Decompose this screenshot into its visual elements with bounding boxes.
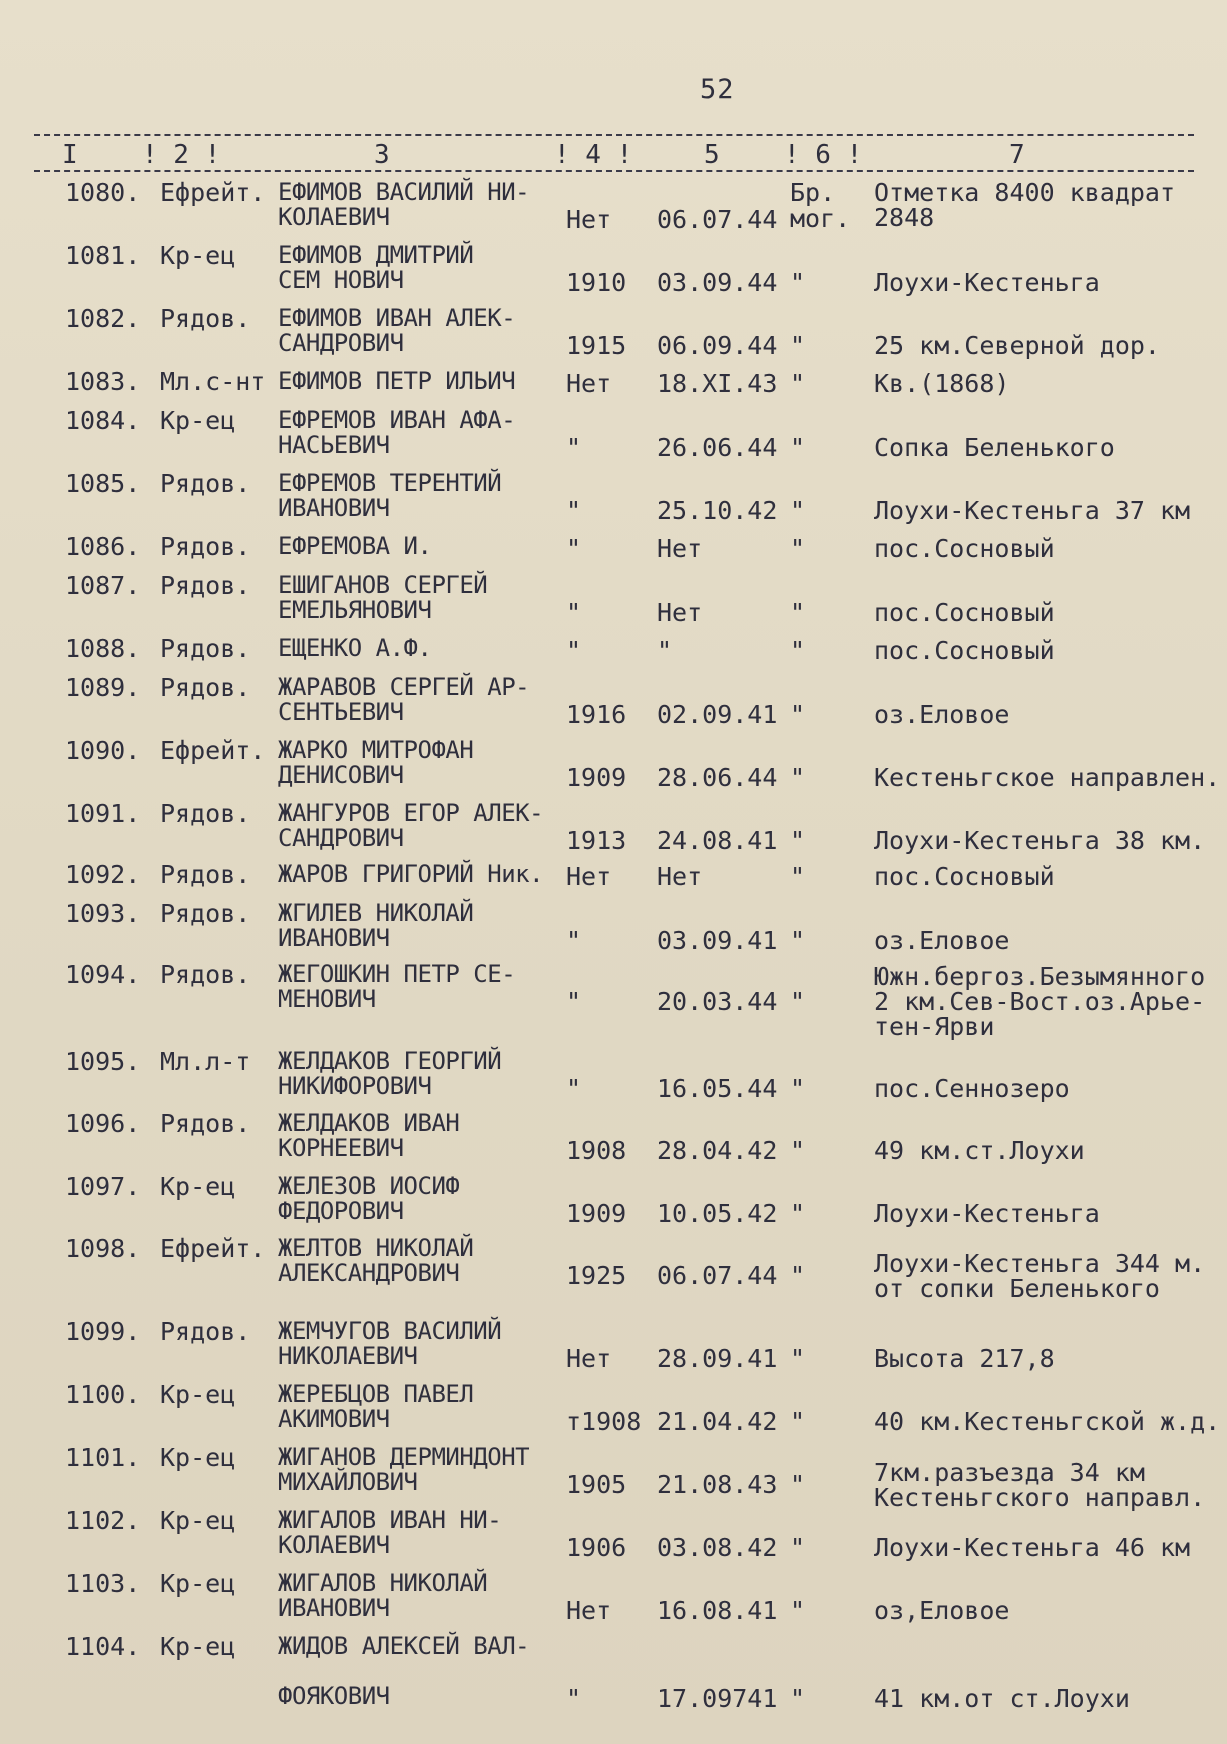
entry-rank: Кр-ец: [160, 1506, 236, 1535]
entry-name-line: ЕФИМОВ ПЕТР ИЛЬИЧ: [278, 367, 516, 395]
entry-place-line: 7км.разъезда 34 км: [874, 1457, 1145, 1487]
entry-name-line: ЖЕЛЕЗОВ ИОСИФ: [278, 1172, 460, 1200]
entry-burial-place: [874, 1598, 1224, 1623]
entry-rank: Рядов.: [160, 571, 251, 600]
entry-rank: Рядов.: [160, 532, 251, 561]
entry-number: 1093.: [65, 899, 141, 928]
entry-burial-type: [790, 1076, 805, 1102]
entry-burial-place: [874, 333, 1224, 358]
entry-number: 1104.: [65, 1632, 141, 1661]
entry-burial-place: [874, 928, 1224, 953]
entry-burial-type: [790, 270, 805, 296]
entry-burial-type: [790, 1346, 805, 1372]
entry-death-date: Нет: [657, 862, 703, 891]
entry-place-line: оз.Еловое: [874, 926, 1010, 955]
entry-number: 1097.: [65, 1172, 141, 1201]
entry-burial-line: ": [790, 1199, 806, 1228]
entry-name: [278, 901, 578, 951]
entry-name-line: ИВАНОВИЧ: [278, 1594, 390, 1622]
entry-place-line: пос.Сеннозеро: [874, 1074, 1070, 1103]
entry-number: 1102.: [65, 1506, 141, 1535]
entry-death-date: 28.09.41: [657, 1344, 778, 1373]
entry-birth-year: ": [566, 987, 582, 1016]
entry-burial-place: [874, 371, 1224, 396]
entry-rank: Кр-ец: [160, 241, 236, 270]
entry-name-line: ДЕНИСОВИЧ: [278, 761, 404, 789]
entry-name-line: ЖИГАЛОВ ИВАН НИ-: [278, 1506, 502, 1534]
column-header-7: 7: [1009, 140, 1025, 170]
entry-name-line: САНДРОВИЧ: [278, 329, 404, 357]
entry-death-date: 06.09.44: [657, 331, 778, 360]
entry-rank: Кр-ец: [160, 1569, 236, 1598]
entry-name-line: СЕМ НОВИЧ: [278, 266, 404, 294]
column-header-4: ! 4 !: [554, 140, 633, 170]
entry-place-line: Лоухи-Кестеньга 344 м.: [874, 1248, 1206, 1278]
entry-burial-line: ": [790, 534, 806, 563]
entry-name: [278, 306, 578, 356]
entry-rank: Рядов.: [160, 899, 251, 928]
column-header-3: 3: [374, 140, 390, 170]
entry-burial-type: [790, 1409, 805, 1435]
entry-birth-year: ": [566, 926, 582, 955]
entry-death-date: 10.05.42: [657, 1199, 778, 1228]
entry-burial-type: [790, 989, 805, 1015]
entry-death-date: 03.08.42: [657, 1533, 778, 1562]
entry-number: 1092.: [65, 860, 141, 889]
entry-name: [278, 962, 578, 1012]
entry-name-line: ЕФРЕМОВ ТЕРЕНТИЙ: [278, 469, 502, 497]
entry-burial-place: [874, 702, 1224, 727]
entry-name-line: МЕНОВИЧ: [278, 985, 376, 1013]
entry-name-line: КОЛАЕВИЧ: [278, 1531, 390, 1559]
entry-place-line: Высота 217,8: [874, 1344, 1055, 1373]
entry-burial-type: [790, 1535, 805, 1561]
entry-place-line: оз,Еловое: [874, 1596, 1010, 1625]
entry-name-line: КОРНЕЕВИЧ: [278, 1134, 404, 1162]
entry-rank: Ефрейт.: [160, 178, 266, 207]
entry-name: [278, 1049, 578, 1099]
entry-burial-place: [874, 1686, 1224, 1711]
entry-death-date: 03.09.44: [657, 268, 778, 297]
entry-burial-line: ": [790, 1470, 806, 1499]
entry-burial-line: ": [790, 636, 806, 665]
entry-burial-place: [874, 600, 1224, 625]
entry-name-line: КОЛАЕВИЧ: [278, 203, 390, 231]
column-header-6: ! 6 !: [784, 140, 863, 170]
entry-burial-place: [874, 1248, 1224, 1303]
entry-rank: Рядов.: [160, 469, 251, 498]
entry-burial-line: ": [790, 496, 806, 525]
entry-burial-line: Бр.: [790, 178, 836, 207]
entry-burial-line: ": [790, 862, 806, 891]
entry-burial-type: [790, 1598, 805, 1624]
entry-death-date: 28.06.44: [657, 763, 778, 792]
entry-place-line: пос.Сосновый: [874, 862, 1055, 891]
entry-place-line: от сопки Беленького: [874, 1273, 1160, 1303]
entry-name-line: [278, 1659, 578, 1684]
entry-name-line: МИХАЙЛОВИЧ: [278, 1468, 418, 1496]
entry-name-line: ЕФИМОВ ДМИТРИЙ: [278, 241, 474, 269]
entry-name-line: ИВАНОВИЧ: [278, 924, 390, 952]
entry-birth-year: ": [566, 598, 582, 627]
entry-number: 1098.: [65, 1234, 141, 1263]
entry-death-date: Нет: [657, 598, 703, 627]
entry-burial-type: [790, 928, 805, 954]
entry-name: [278, 1445, 578, 1495]
entry-number: 1083.: [65, 367, 141, 396]
entry-name-line: ЕФИМОВ ВАСИЛИЙ НИ-: [278, 178, 530, 206]
entry-burial-type: [790, 702, 805, 728]
entry-burial-place: [874, 828, 1224, 853]
entry-rank: Кр-ец: [160, 1380, 236, 1409]
entry-name-line: ЖГИЛЕВ НИКОЛАЙ: [278, 899, 474, 927]
entry-name-line: ЖЕМЧУГОВ ВАСИЛИЙ: [278, 1317, 502, 1345]
entry-name-line: ЖИДОВ АЛЕКСЕЙ ВАЛ-: [278, 1632, 530, 1660]
entry-name: [278, 801, 578, 851]
entry-birth-year: ": [566, 433, 582, 462]
entry-name: [278, 471, 578, 521]
entry-burial-place: [874, 1138, 1224, 1163]
entry-name: [278, 534, 578, 559]
entry-name: [278, 180, 578, 230]
entry-birth-year: 1908: [566, 1136, 627, 1165]
entry-number: 1101.: [65, 1443, 141, 1472]
entry-name-line: ЖАНГУРОВ ЕГОР АЛЕК-: [278, 799, 544, 827]
entry-number: 1103.: [65, 1569, 141, 1598]
entry-name: [278, 1508, 578, 1558]
entry-birth-year: 1915: [566, 331, 627, 360]
entry-name-line: ЖЕЛДАКОВ ИВАН: [278, 1109, 460, 1137]
entry-burial-place: [874, 536, 1224, 561]
entry-number: 1084.: [65, 406, 141, 435]
entry-burial-line: ": [790, 369, 806, 398]
entry-name: [278, 738, 578, 788]
entry-number: 1090.: [65, 736, 141, 765]
entry-place-line: Кв.(1868): [874, 369, 1010, 398]
entry-burial-line: ": [790, 433, 806, 462]
entry-name-line: ЖАРКО МИТРОФАН: [278, 736, 474, 764]
entry-rank: Кр-ец: [160, 1172, 236, 1201]
entry-burial-line: ": [790, 1407, 806, 1436]
entry-burial-place: [874, 498, 1224, 523]
entry-name: [278, 675, 578, 725]
entry-death-date: 18.XI.43: [657, 369, 778, 398]
entry-birth-year: ": [566, 496, 582, 525]
entry-rank: Кр-ец: [160, 406, 236, 435]
entry-name: [278, 1319, 578, 1369]
entry-death-date: 17.09741: [657, 1684, 778, 1713]
entry-burial-place: [874, 765, 1224, 790]
entry-name-line: ЕФРЕМОВ ИВАН АФА-: [278, 406, 516, 434]
entry-birth-year: ": [566, 1684, 582, 1713]
entry-burial-line: ": [790, 268, 806, 297]
entry-rank: Рядов.: [160, 634, 251, 663]
entry-burial-type: [790, 498, 805, 524]
entry-birth-year: ": [566, 636, 582, 665]
entry-burial-place: [874, 638, 1224, 663]
entry-place-line: Лоухи-Кестеньга 38 км.: [874, 826, 1206, 855]
entry-number: 1099.: [65, 1317, 141, 1346]
entry-name: [278, 1634, 578, 1709]
entry-rank: Мл.л-т: [160, 1047, 251, 1076]
entry-burial-place: [874, 964, 1224, 1039]
entry-death-date: 21.04.42: [657, 1407, 778, 1436]
entry-birth-year: Нет: [566, 1596, 612, 1625]
entry-number: 1088.: [65, 634, 141, 663]
entry-burial-type: [790, 600, 805, 626]
entry-name-line: ЕШИГАНОВ СЕРГЕЙ: [278, 571, 488, 599]
entry-name: [278, 1236, 578, 1286]
entry-name-line: ЖИГАЛОВ НИКОЛАЙ: [278, 1569, 488, 1597]
entry-place-line: Сопка Беленького: [874, 433, 1115, 462]
entry-number: 1095.: [65, 1047, 141, 1076]
entry-name: [278, 1382, 578, 1432]
entry-burial-type: [790, 1138, 805, 1164]
entry-name-line: СЕНТЬЕВИЧ: [278, 698, 404, 726]
entry-place-line: Лоухи-Кестеньга 46 км: [874, 1533, 1191, 1562]
entry-burial-place: [874, 270, 1224, 295]
entry-name: [278, 573, 578, 623]
entry-rank: Рядов.: [160, 960, 251, 989]
entry-name: [278, 243, 578, 293]
entry-burial-type: [790, 333, 805, 359]
entry-birth-year: 1916: [566, 700, 627, 729]
entry-burial-place: [874, 180, 1224, 230]
entry-death-date: 20.03.44: [657, 987, 778, 1016]
entry-name-line: АКИМОВИЧ: [278, 1405, 390, 1433]
entry-death-date: 02.09.41: [657, 700, 778, 729]
entry-rank: Кр-ец: [160, 1443, 236, 1472]
entry-name: [278, 1571, 578, 1621]
entry-name: [278, 369, 578, 394]
entry-burial-place: [874, 1346, 1224, 1371]
entry-burial-type: [790, 180, 850, 232]
entry-place-line: пос.Сосновый: [874, 636, 1055, 665]
entry-name-line: САНДРОВИЧ: [278, 824, 404, 852]
entry-burial-line: ": [790, 1136, 806, 1165]
entry-rank: Рядов.: [160, 304, 251, 333]
entry-place-line: Лоухи-Кестеньга: [874, 1199, 1100, 1228]
entry-name-line: ЖАРАВОВ СЕРГЕЙ АР-: [278, 673, 530, 701]
entry-name-line: ФЕДОРОВИЧ: [278, 1197, 404, 1225]
entry-burial-line: ": [790, 926, 806, 955]
entry-burial-line: ": [790, 987, 806, 1016]
entry-death-date: 25.10.42: [657, 496, 778, 525]
entry-burial-place: [874, 1076, 1224, 1101]
entry-burial-type: [790, 638, 805, 664]
entry-burial-type: [790, 435, 805, 461]
entry-death-date: 24.08.41: [657, 826, 778, 855]
entry-burial-type: [790, 1201, 805, 1227]
entry-birth-year: ": [566, 1074, 582, 1103]
entry-name-line: ФОЯКОВИЧ: [278, 1682, 390, 1710]
entry-place-line: оз.Еловое: [874, 700, 1010, 729]
entry-death-date: 16.05.44: [657, 1074, 778, 1103]
entry-rank: Мл.с-нт: [160, 367, 266, 396]
entry-rank: Ефрейт.: [160, 736, 266, 765]
entry-place-line: пос.Сосновый: [874, 598, 1055, 627]
entry-rank: Рядов.: [160, 860, 251, 889]
entry-place-line: Лоухи-Кестеньга 37 км: [874, 496, 1191, 525]
entry-number: 1085.: [65, 469, 141, 498]
entry-place-line: Лоухи-Кестеньга: [874, 268, 1100, 297]
entry-name-line: ЖЕЛДАКОВ ГЕОРГИЙ: [278, 1047, 502, 1075]
entry-death-date: 16.08.41: [657, 1596, 778, 1625]
column-header-2: ! 2 !: [142, 140, 221, 170]
entry-birth-year: Нет: [566, 205, 612, 234]
entry-number: 1081.: [65, 241, 141, 270]
entry-place-line: 41 км.от ст.Лоухи: [874, 1684, 1130, 1713]
entry-number: 1087.: [65, 571, 141, 600]
entry-death-date: 06.07.44: [657, 1261, 778, 1290]
entry-number: 1080.: [65, 178, 141, 207]
entry-place-line: 2848: [874, 203, 935, 232]
entry-name-line: ЖАРОВ ГРИГОРИЙ Ник.: [278, 860, 544, 888]
entry-burial-line: ": [790, 1533, 806, 1562]
entry-birth-year: Нет: [566, 369, 612, 398]
entry-burial-line: ": [790, 1074, 806, 1103]
entry-place-line: 25 км.Северной дор.: [874, 331, 1160, 360]
entry-number: 1086.: [65, 532, 141, 561]
entry-place-line: Отметка 8400 квадрат: [874, 178, 1176, 207]
entry-death-date: 28.04.42: [657, 1136, 778, 1165]
entry-burial-type: [790, 864, 805, 890]
entry-burial-line: ": [790, 331, 806, 360]
entry-rank: Рядов.: [160, 1317, 251, 1346]
entry-burial-type: [790, 1263, 805, 1289]
entry-name-line: ЖЕГОШКИН ПЕТР СЕ-: [278, 960, 516, 988]
column-header-1: I: [62, 140, 78, 170]
entry-place-line: 49 км.ст.Лоухи: [874, 1136, 1085, 1165]
entry-name-line: ЖЕРЕБЦОВ ПАВЕЛ: [278, 1380, 474, 1408]
entry-burial-line: ": [790, 1684, 806, 1713]
entry-name-line: АЛЕКСАНДРОВИЧ: [278, 1259, 460, 1287]
entry-name: [278, 1111, 578, 1161]
entry-birth-year: 1905: [566, 1470, 627, 1499]
entry-name: [278, 636, 578, 661]
page-number: 52: [700, 74, 735, 105]
entry-death-date: 26.06.44: [657, 433, 778, 462]
entry-name: [278, 408, 578, 458]
entry-burial-type: [790, 828, 805, 854]
entry-burial-line: ": [790, 826, 806, 855]
entry-burial-type: [790, 765, 805, 791]
entry-place-line: Кестеньгского направл.: [874, 1482, 1206, 1512]
entry-burial-place: [874, 435, 1224, 460]
entry-rank: Рядов.: [160, 673, 251, 702]
entry-name-line: ЕЩЕНКО А.Ф.: [278, 634, 432, 662]
entry-burial-type: [790, 371, 805, 397]
entry-place-line: тен-Ярви: [874, 1012, 995, 1041]
entry-death-date: 03.09.41: [657, 926, 778, 955]
entry-number: 1082.: [65, 304, 141, 333]
entry-death-date: 21.08.43: [657, 1470, 778, 1499]
entry-birth-year: 1910: [566, 268, 627, 297]
entry-birth-year: 1913: [566, 826, 627, 855]
entry-name-line: НИКОЛАЕВИЧ: [278, 1342, 418, 1370]
entry-number: 1096.: [65, 1109, 141, 1138]
entry-birth-year: т1908: [566, 1407, 642, 1436]
entry-death-date: Нет: [657, 534, 703, 563]
entry-burial-place: [874, 1201, 1224, 1226]
entry-name: [278, 862, 578, 887]
entry-name-line: НАСЬЕВИЧ: [278, 431, 390, 459]
entry-rank: Ефрейт.: [160, 1234, 266, 1263]
entry-number: 1091.: [65, 799, 141, 828]
entry-death-date: 06.07.44: [657, 205, 778, 234]
entry-name-line: НИКИФОРОВИЧ: [278, 1072, 432, 1100]
entry-place-line: 2 км.Сев-Вост.оз.Арье-: [874, 987, 1206, 1016]
entry-burial-line: ": [790, 700, 806, 729]
entry-burial-line: мог.: [790, 204, 851, 233]
entry-birth-year: Нет: [566, 862, 612, 891]
entry-burial-type: [790, 536, 805, 562]
entry-burial-line: ": [790, 1596, 806, 1625]
entry-number: 1094.: [65, 960, 141, 989]
entry-name-line: ЖИГАНОВ ДЕРМИНДОНТ: [278, 1443, 530, 1471]
entry-birth-year: Нет: [566, 1344, 612, 1373]
entry-number: 1100.: [65, 1380, 141, 1409]
entry-death-date: ": [657, 636, 673, 665]
entry-burial-line: ": [790, 598, 806, 627]
column-header-5: 5: [704, 140, 720, 170]
entry-number: 1089.: [65, 673, 141, 702]
entry-name-line: ЕФИМОВ ИВАН АЛЕК-: [278, 304, 516, 332]
entry-burial-place: [874, 1457, 1224, 1512]
entry-burial-line: ": [790, 763, 806, 792]
entry-birth-year: ": [566, 534, 582, 563]
entry-rank: Рядов.: [160, 1109, 251, 1138]
entry-burial-line: ": [790, 1261, 806, 1290]
entry-birth-year: 1906: [566, 1533, 627, 1562]
entry-burial-place: [874, 1409, 1224, 1434]
entry-name-line: ЖЕЛТОВ НИКОЛАЙ: [278, 1234, 474, 1262]
entry-burial-type: [790, 1686, 805, 1712]
entry-place-line: Южн.бергоз.Безымянного: [874, 962, 1206, 991]
entry-name-line: ЕМЕЛЬЯНОВИЧ: [278, 596, 432, 624]
entry-place-line: Кестеньгское направлен.: [874, 763, 1221, 792]
entry-burial-line: ": [790, 1344, 806, 1373]
entry-birth-year: 1909: [566, 1199, 627, 1228]
entry-place-line: 40 км.Кестеньгской ж.д.: [874, 1407, 1221, 1436]
entry-place-line: пос.Сосновый: [874, 534, 1055, 563]
entry-burial-place: [874, 864, 1224, 889]
entry-rank: Рядов.: [160, 799, 251, 828]
entry-name-line: ЕФРЕМОВА И.: [278, 532, 432, 560]
entry-burial-type: [790, 1472, 805, 1498]
entry-rank: Кр-ец: [160, 1632, 236, 1661]
entry-birth-year: 1909: [566, 763, 627, 792]
entry-name: [278, 1174, 578, 1224]
entry-birth-year: 1925: [566, 1261, 627, 1290]
entry-name-line: ИВАНОВИЧ: [278, 494, 390, 522]
entry-burial-place: [874, 1535, 1224, 1560]
